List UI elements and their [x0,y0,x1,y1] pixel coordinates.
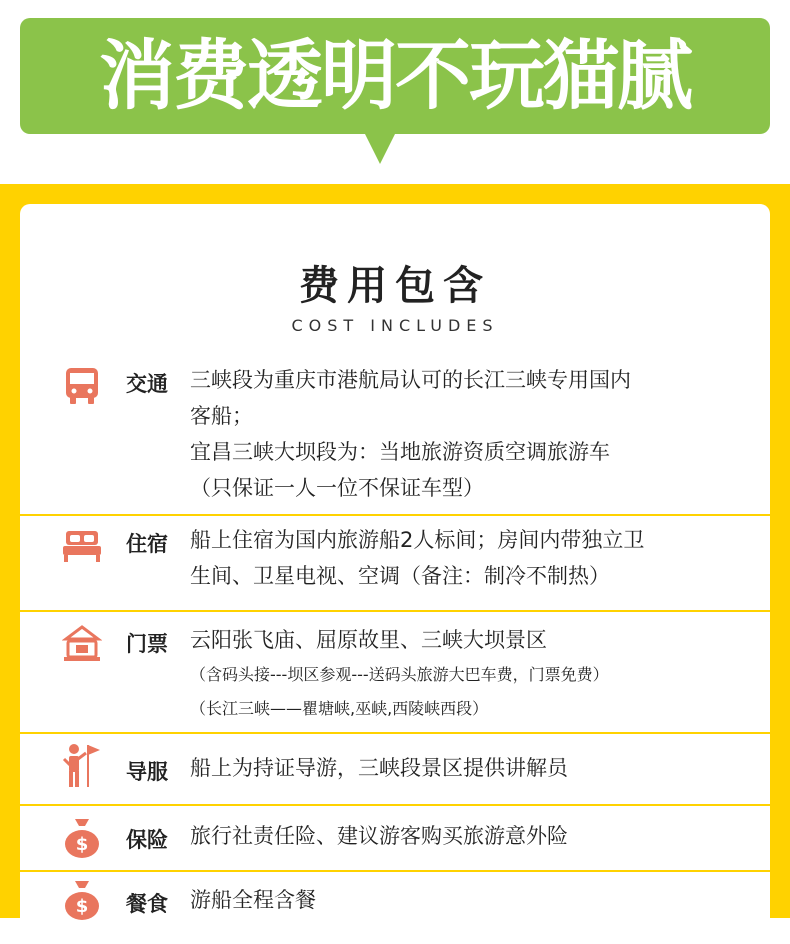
bus-icon [60,364,104,408]
item-line: 生间、卫星电视、空调（备注：制冷不制热） [190,564,610,588]
item-text [190,522,750,594]
item-label: 交通 [126,372,168,396]
item-notes [190,658,750,726]
item-line: 船上为持证导游，三峡段景区提供讲解员 [190,756,568,780]
item-text [190,882,750,918]
item-note: （长江三峡——瞿塘峡,巫峡,西陵峡西段） [190,699,489,718]
item-guide [20,734,770,804]
item-text [190,750,750,786]
money-bag-icon [60,878,104,922]
yellow-frame [0,184,790,918]
item-label: 导服 [126,760,168,784]
money-bag-icon [60,816,104,860]
temple-icon [60,622,104,666]
bed-icon [60,524,104,568]
cost-includes-card [20,204,770,944]
item-label: 保险 [126,828,168,852]
svg-text:$: $ [75,896,89,917]
header-banner [20,18,770,134]
item-line: 宜昌三峡大坝段为：当地旅游资质空调旅游车 [190,440,610,464]
item-text [190,362,750,506]
item-transport [20,344,770,514]
item-text [190,818,750,854]
item-line: 船上住宿为国内旅游船2人标间；房间内带独立卫 [190,528,645,552]
item-lodging [20,516,770,610]
card-subtitle: COST INCLUDES [291,316,499,335]
item-tickets [20,612,770,732]
item-label: 门票 [126,632,168,656]
item-line: （只保证一人一位不保证车型） [190,476,484,500]
item-label: 住宿 [126,532,168,556]
item-label: 餐食 [126,892,168,916]
item-line: 客船； [190,404,253,428]
item-note: （含码头接---坝区参观---送码头旅游大巴车费，门票免费） [190,665,609,684]
item-line: 旅行社责任险、建议游客购买旅游意外险 [190,824,568,848]
item-text [190,622,750,658]
card-title: 费用包含 [299,263,491,309]
svg-text:$: $ [75,834,89,855]
item-line: 游船全程含餐 [190,888,316,912]
guide-flag-icon [60,744,104,788]
item-insurance [20,806,770,870]
item-line: 云阳张飞庙、屈原故里、三峡大坝景区 [190,628,547,652]
banner-pointer [364,132,396,164]
item-meals [20,872,770,936]
header-title: 消费透明不玩猫腻 [99,31,691,120]
item-line: 三峡段为重庆市港航局认可的长江三峡专用国内 [190,368,631,392]
